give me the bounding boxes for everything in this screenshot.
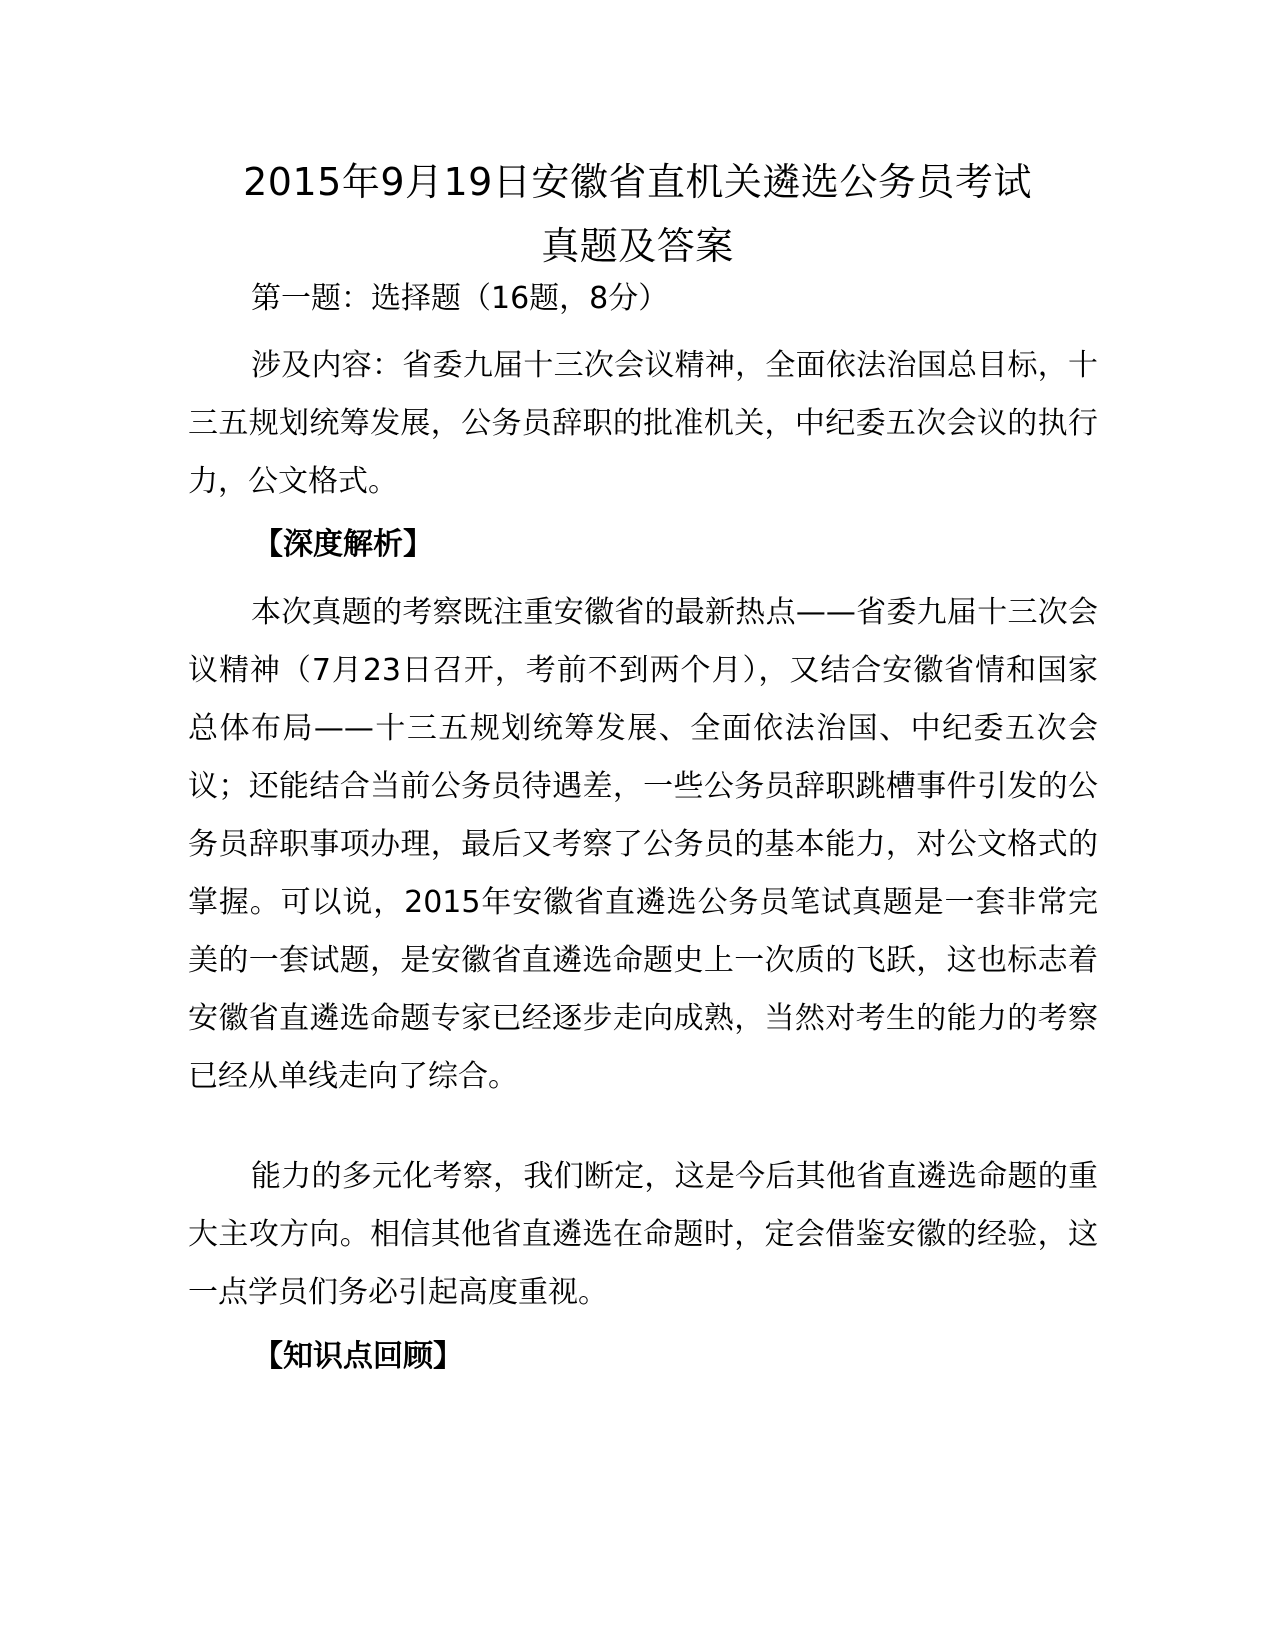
analysis-heading: 【深度解析】 (253, 527, 433, 562)
analysis-block (188, 584, 1098, 1106)
content-scope-paragraph: 涉及内容：省委九届十三次会议精神，全面依法治国总目标，十三五规划统筹发展，公务员辞职的批准机关，中纪委五次会议的执行力，公文格式。 (188, 348, 1098, 499)
analysis-block-2 (188, 1148, 1098, 1322)
review-heading: 【知识点回顾】 (253, 1339, 463, 1374)
analysis-paragraph: 能力的多元化考察，我们断定，这是今后其他省直遴选命题的重大主攻方向。相信其他省直遴选在命题时，定会借鉴安徽的经验，这一点学员们务必引起高度重视。 (188, 1159, 1098, 1310)
analysis-paragraph: 本次真题的考察既注重安徽省的最新热点——省委九届十三次会议精神（7月23日召开，考前不到两个月），又结合安徽省情和国家总体布局——十三五规划统筹发展、全面依法治国、中纪委五次会议；还能结合当前公务员待遇差，一些公务员辞职跳槽事件引发的公务员辞职事项办理，最后又考察了公务员的基本能力，对公文格式的掌握。可以说，2015年安徽省直遴选公务员笔试真题是一套非常完美的一套试题，是安徽省直遴选命题史上一次质的飞跃，这也标志着安徽省直遴选命题专家已经逐步走向成熟，当然对考生的能力的考察已经从单线走向了综合。 (188, 595, 1098, 1094)
document-title-line2: 真题及答案 (541, 224, 734, 268)
section1-heading: 第一题：选择题（16题，8分） (251, 281, 669, 316)
document-title-line1: 2015年9月19日安徽省直机关遴选公务员考试 (243, 160, 1032, 204)
section1-block (188, 270, 1098, 511)
